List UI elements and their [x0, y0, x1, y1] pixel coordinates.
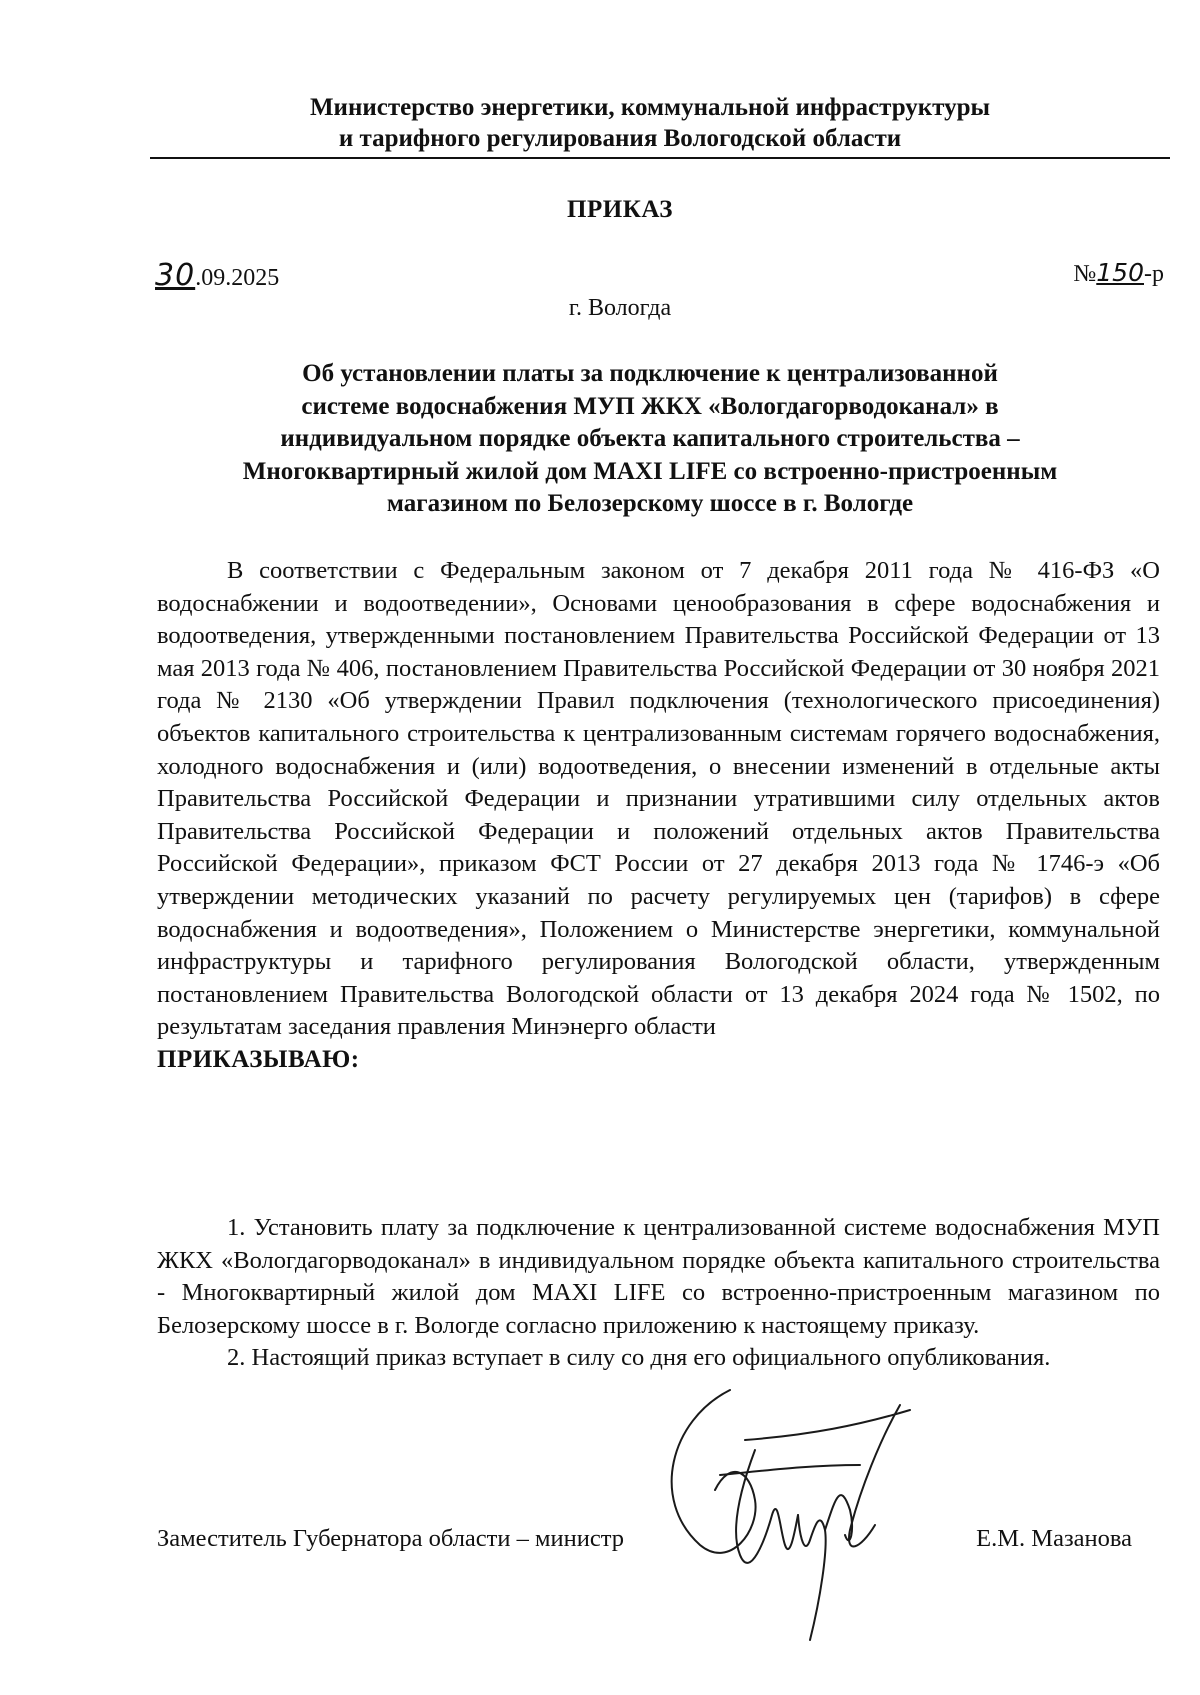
ministry-header — [0, 92, 1200, 154]
date-rest: .09.2025 — [195, 265, 280, 291]
order-item-1: 1. Установить плату за подключение к централизованной системе водоснабжения МУП ЖКХ «Вологдагорводоканал» в индивидуальном порядке объекта капитального строительства - Многоквартирный жилой дом MAXI LIFE со встроенно-пристроенным магазином по Белозерскому шоссе в г. Вологде согласно приложению к настоящему приказу. — [157, 1214, 1160, 1339]
document-title — [170, 358, 1130, 521]
number-prefix: № — [1073, 261, 1097, 287]
order-word: ПРИКАЗЫВАЮ: — [157, 1045, 360, 1073]
handwritten-signature — [660, 1380, 920, 1650]
city: г. Вологда — [568, 295, 672, 321]
ministry-name-line-2: и тарифного регулирования Вологодской области — [338, 125, 902, 152]
signatory-name: Е.М. Мазанова — [976, 1525, 1132, 1552]
document-type: ПРИКАЗ — [567, 196, 673, 223]
title-line: системе водоснабжения МУП ЖКХ «Вологдагорводоканал» в — [301, 392, 999, 420]
order-item-2: 2. Настоящий приказ вступает в силу со дня его официального опубликования. — [227, 1344, 1051, 1372]
title-line: Многоквартирный жилой дом MAXI LIFE со встроенно-пристроенным — [242, 457, 1058, 485]
title-line: индивидуальном порядке объекта капитального строительства – — [280, 425, 1020, 453]
number-value: 150 — [1096, 258, 1144, 287]
document-date — [155, 258, 279, 293]
signatory-role: Заместитель Губернатора области – министр — [157, 1525, 624, 1552]
preamble-paragraph: В соответствии с Федеральным законом от 7 декабря 2011 года № 416-ФЗ «О водоснабжении и водоотведении», Основами ценообразования в сфере водоснабжения и водоотведения, утвержденными постановлением Правительства Российской Федерации от 13 мая 2013 года № 406, постановлением Правительства Российской Федерации от 30 ноября 2021 года № 2130 «Об утверждении Правил подключения (технологического присоединения) объектов капитального строительства к централизованным системам горячего водоснабжения, холодного водоснабжения и (или) водоотведения, о внесении изменений в отдельные акты Правительства Российской Федерации и признании утратившими силу отдельных актов Правительства Российской Федерации и положений отдельных актов Правительства Российской Федерации», приказом ФСТ России от 27 декабря 2013 года № 1746-э «Об утверждении методических указаний по расчету регулируемых цен (тарифов) в сфере водоснабжения и водоотведения», Положением о Министерстве энергетики, коммунальной инфраструктуры и тарифного регулирования Вологодской области, утвержденным постановлением Правительства Вологодской области от 13 декабря 2024 года № 1502, по результатам заседания правления Минэнерго области — [157, 557, 1160, 1041]
title-line: магазином по Белозерскому шоссе в г. Вологде — [386, 490, 914, 518]
number-suffix: -р — [1144, 261, 1164, 287]
document-number — [1073, 258, 1164, 288]
header-rule — [150, 157, 1170, 159]
title-line: Об установлении платы за подключение к централизованной — [302, 360, 998, 387]
ministry-name-line-1: Министерство энергетики, коммунальной инфраструктуры — [309, 94, 991, 121]
date-day: 30 — [155, 258, 196, 293]
preamble-block — [157, 555, 1160, 1076]
order-items — [157, 1212, 1160, 1375]
